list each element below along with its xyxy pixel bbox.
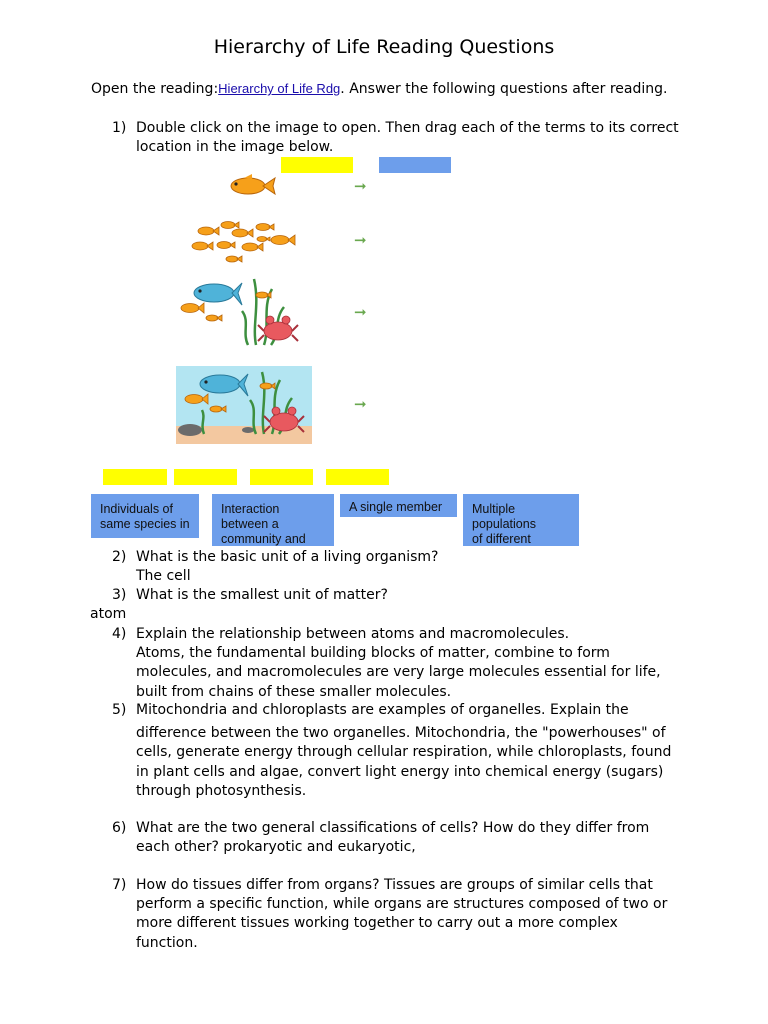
drop-target-yellow[interactable] (281, 157, 353, 173)
answer-text: through photosynthesis. (136, 782, 307, 799)
question-text (136, 876, 681, 953)
text-line: location in the image below. (136, 139, 334, 156)
question-number: 4) (112, 626, 127, 642)
term-card[interactable] (463, 494, 579, 546)
card-text: Interaction (221, 502, 280, 516)
text-line: Explain the relationship between atoms and macromolecules. (136, 626, 570, 642)
drop-target-yellow[interactable] (174, 469, 237, 485)
question-number: 7) (112, 877, 127, 893)
question-number: 2) (112, 549, 127, 565)
answer-text: perform a specific function, while organs are structures composed of two or (136, 896, 668, 913)
intro-prefix: Open the reading: (91, 81, 219, 97)
term-card[interactable] (340, 494, 457, 517)
question-text (136, 548, 681, 586)
single-fish-icon (222, 172, 278, 200)
answer-text: function. (136, 934, 198, 951)
text-line: What are the two general classifications of cells? How do they differ from (136, 820, 650, 836)
question-number: 3) (112, 587, 127, 603)
card-text: community and (221, 532, 306, 546)
question-text (136, 586, 681, 605)
answer-text: atom (90, 606, 127, 622)
card-text: Individuals of (100, 502, 173, 516)
card-text: populations (472, 517, 536, 531)
answer-text: cells, generate energy through cellular respiration, while chloroplasts, found (136, 744, 672, 761)
term-card[interactable] (91, 494, 199, 538)
text-line: each other? prokaryotic and eukaryotic, (136, 839, 416, 856)
answer-text: difference between the two organelles. Mitochondria, the "powerhouses" of (136, 725, 666, 742)
text-line: Double click on the image to open. Then drag each of the terms to its correct (136, 120, 679, 136)
term-card[interactable] (212, 494, 334, 546)
drop-target-yellow[interactable] (250, 469, 313, 485)
page-title: Hierarchy of Life Reading Questions (213, 36, 555, 58)
reading-link[interactable]: Hierarchy of Life Rdg (218, 81, 341, 96)
answer-text: Atoms, the fundamental building blocks of matter, combine to form (136, 645, 610, 662)
answer-text: in plant cells and algae, convert light energy into chemical energy (sugars) (136, 763, 664, 780)
answer-text: more different tissues working together to carry out a more complex (136, 915, 618, 932)
card-text: A single member (349, 500, 443, 514)
intro-line (91, 81, 667, 97)
answer-text: built from chains of these smaller molecules. (136, 683, 452, 700)
card-text: of different (472, 532, 531, 546)
question-number: 1) (112, 120, 127, 136)
answer-text: molecules, and macromolecules are very large molecules essential for life, (136, 664, 661, 681)
text-line: Mitochondria and chloroplasts are examples of organelles. Explain the (136, 702, 629, 718)
text-line: What is the smallest unit of matter? (136, 587, 388, 603)
card-text: between a (221, 517, 279, 531)
drop-target-yellow[interactable] (326, 469, 389, 485)
question-number: 6) (112, 820, 127, 836)
arrow-icon: ➞ (354, 303, 367, 321)
ecosystem-icon (176, 366, 312, 444)
drop-target-yellow[interactable] (103, 469, 167, 485)
answer-text: The cell (136, 568, 191, 585)
question-text (136, 701, 681, 801)
arrow-icon: ➞ (354, 231, 367, 249)
arrow-icon: ➞ (354, 177, 367, 195)
population-fish-icon (186, 215, 302, 267)
question-text (136, 819, 681, 857)
card-text: same species in (100, 517, 190, 531)
question-text (136, 625, 681, 702)
question-number: 5) (112, 702, 127, 718)
text-line: What is the basic unit of a living organism? (136, 549, 439, 565)
card-text: Multiple (472, 502, 516, 516)
text-line: How do tissues differ from organs? Tissues are groups of similar cells that (136, 877, 653, 893)
arrow-icon: ➞ (354, 395, 367, 413)
community-icon (176, 275, 306, 353)
intro-suffix: . Answer the following questions after reading. (340, 81, 668, 97)
drop-target-blue[interactable] (379, 157, 451, 173)
question-text (136, 119, 681, 157)
